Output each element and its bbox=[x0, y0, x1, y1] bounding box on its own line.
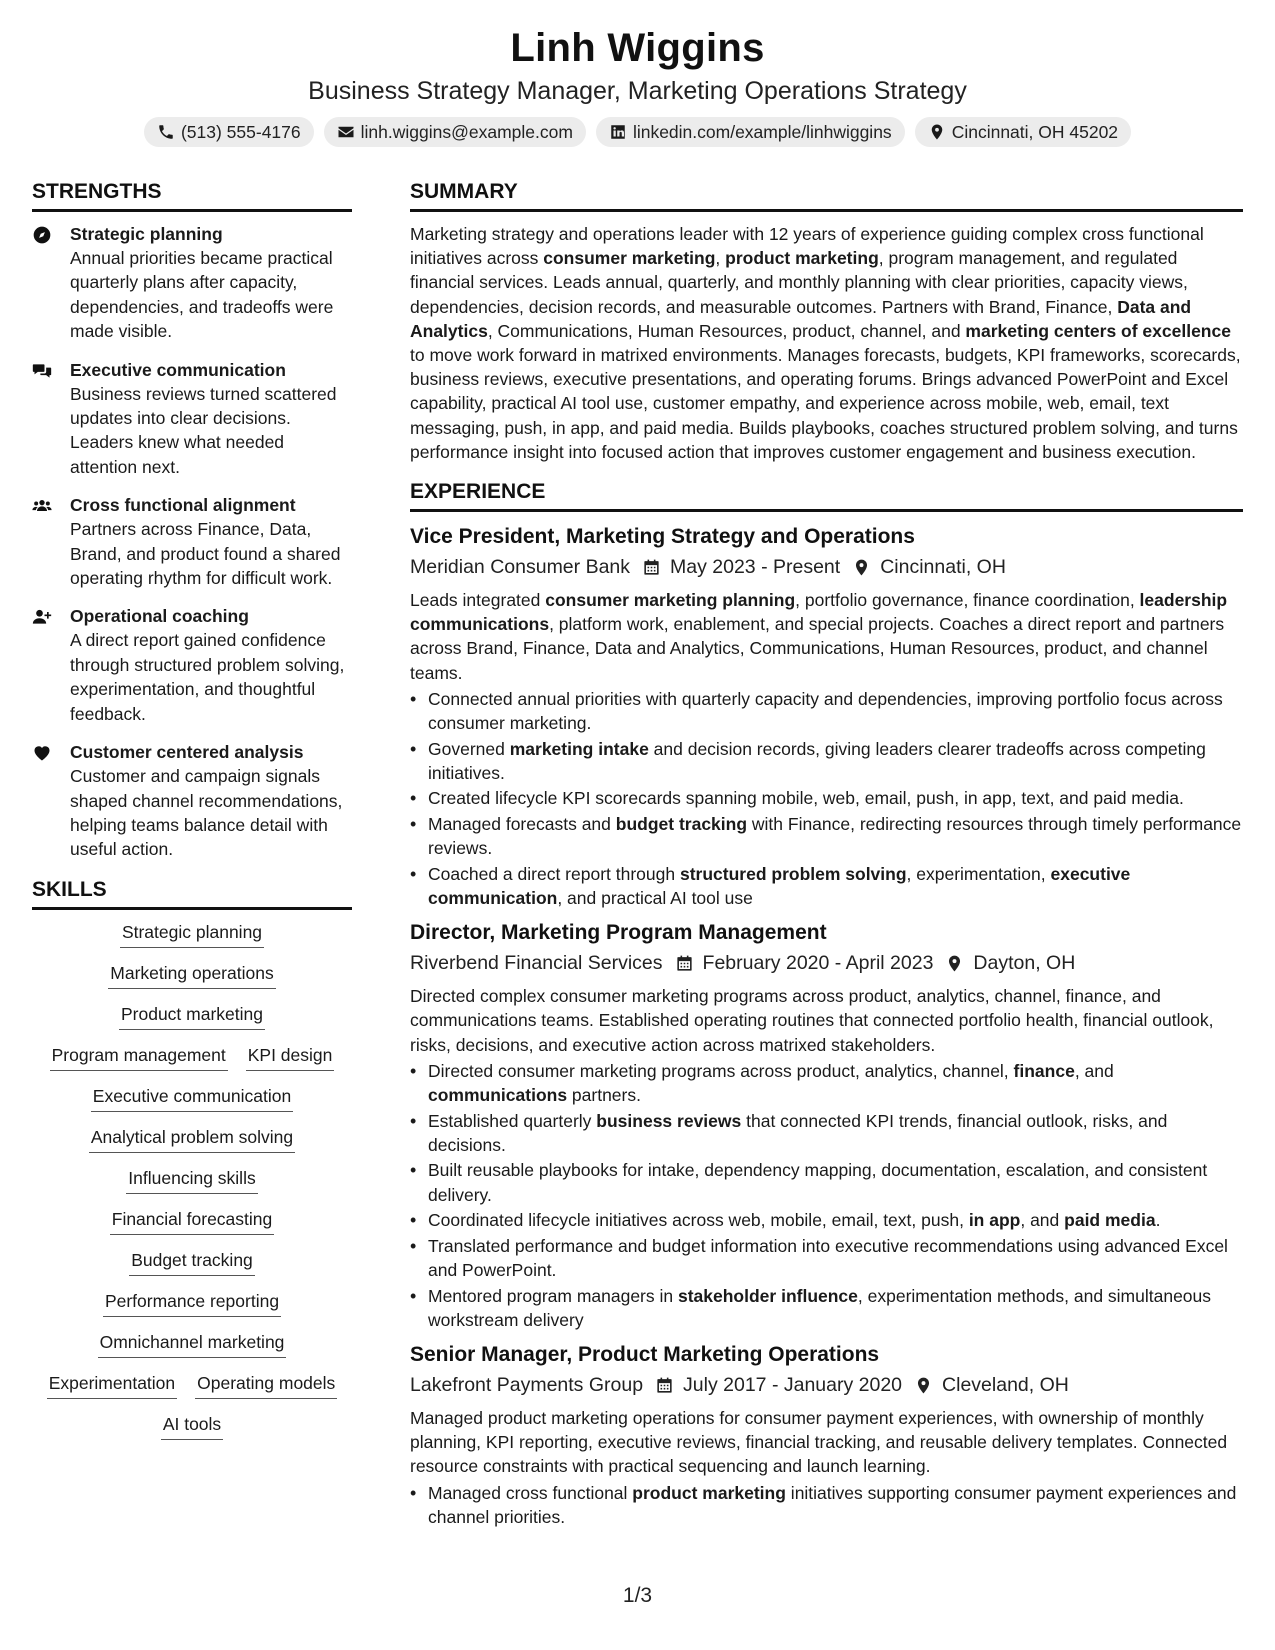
skill-row bbox=[32, 1125, 352, 1153]
strength-title: Strategic planning bbox=[70, 224, 223, 244]
experience-heading: EXPERIENCE bbox=[410, 478, 1243, 512]
skill-row bbox=[32, 1043, 352, 1071]
skill-tag: Budget tracking bbox=[129, 1248, 255, 1276]
job-title: Senior Manager, Product Marketing Operations bbox=[410, 1343, 880, 1367]
bullet-item bbox=[410, 737, 1243, 785]
text-run: Connected annual priorities with quarterly capacity and dependencies, improving portfolio focus across consumer marketing. bbox=[428, 688, 1223, 734]
bullet-item bbox=[410, 1158, 1243, 1206]
skill-tag: KPI design bbox=[246, 1043, 335, 1071]
chat-bubbles-icon bbox=[32, 361, 52, 381]
job-intro bbox=[410, 1406, 1243, 1479]
resume-header bbox=[0, 0, 1275, 147]
job-bullets bbox=[410, 687, 1243, 910]
left-column bbox=[32, 178, 352, 1537]
text-run: , and practical AI tool use bbox=[557, 888, 753, 909]
contact-phone-text: (513) 555-4176 bbox=[180, 122, 301, 142]
text-run: Managed cross functional bbox=[428, 1482, 633, 1503]
bold-phrase: in app bbox=[968, 1210, 1021, 1231]
job-meta bbox=[410, 552, 1243, 582]
bold-phrase: leadership communications bbox=[410, 590, 1228, 635]
skill-tag: Strategic planning bbox=[120, 920, 264, 948]
skill-tag: Influencing skills bbox=[126, 1166, 257, 1194]
text-run: Established quarterly bbox=[428, 1110, 597, 1131]
text-run: and decision records, giving leaders clearer tradeoffs across competing initiatives. bbox=[428, 738, 1206, 783]
map-pin-icon bbox=[928, 123, 946, 141]
bullet-item bbox=[410, 687, 1243, 735]
text-run: , experimentation methods, and simultaneous workstream delivery bbox=[428, 1285, 1212, 1330]
skill-row bbox=[32, 1207, 352, 1235]
bold-phrase: marketing centers of excellence bbox=[965, 320, 1231, 341]
users-icon bbox=[32, 496, 52, 516]
resume-body bbox=[32, 178, 1243, 1537]
candidate-headline: Business Strategy Manager, Marketing Operations Strategy bbox=[308, 77, 967, 105]
job-meta bbox=[410, 948, 1243, 978]
contact-linkedin[interactable] bbox=[596, 117, 905, 147]
strength-title: Operational coaching bbox=[70, 606, 249, 627]
experience-list bbox=[410, 522, 1243, 1529]
contact-linkedin-text: linkedin.com/example/linhwiggins bbox=[632, 122, 892, 142]
text-run: , platform work, enablement, and special projects. Coaches a direct report and partners across Brand, Finance, Data and Analytics, Communications, Human Resources, product, and channel teams. bbox=[410, 614, 1225, 683]
skill-tag: Omnichannel marketing bbox=[98, 1330, 287, 1358]
text-run: , bbox=[715, 248, 726, 269]
text-run: Coordinated lifecycle initiatives across web, mobile, email, text, push, bbox=[428, 1210, 969, 1231]
skill-row bbox=[32, 920, 352, 948]
job-intro bbox=[410, 588, 1243, 685]
skill-row bbox=[32, 1371, 352, 1399]
text-run: Coached a direct report through bbox=[428, 863, 680, 884]
skill-tag: Executive communication bbox=[91, 1084, 293, 1112]
bold-phrase: executive communication bbox=[428, 863, 1131, 909]
skill-tag: Analytical problem solving bbox=[89, 1125, 295, 1153]
text-run: Managed product marketing operations for consumer payment experiences, with ownership of monthly planning, KPI reporting, executive reviews, financial tracking, and reusable delivery templates. Connected resource constraints with practical sequencing and launch learning. bbox=[410, 1408, 1228, 1477]
skill-row bbox=[32, 1330, 352, 1358]
bullet-item bbox=[410, 786, 1243, 810]
text-run: . bbox=[1155, 1210, 1161, 1231]
job-dates: July 2017 - January 2020 bbox=[683, 1374, 903, 1397]
strengths-heading: STRENGTHS bbox=[32, 178, 352, 212]
bullet-item bbox=[410, 812, 1243, 860]
job-entry bbox=[410, 1340, 1243, 1529]
skill-tag: Experimentation bbox=[47, 1371, 177, 1399]
strength-title: Customer centered analysis bbox=[70, 742, 304, 763]
text-run: Governed bbox=[428, 738, 510, 759]
bullet-item bbox=[410, 862, 1243, 910]
text-run: Marketing strategy and operations leader with 12 years of experience guiding complex cross functional initiatives across bbox=[410, 224, 1204, 269]
skill-tag: Marketing operations bbox=[108, 961, 275, 989]
compass-icon bbox=[32, 225, 52, 245]
skill-tag: Program management bbox=[50, 1043, 228, 1071]
text-run: Built reusable playbooks for intake, dependency mapping, documentation, escalation, and consistent delivery. bbox=[428, 1160, 1208, 1205]
bullet-item bbox=[410, 1481, 1243, 1529]
job-company: Meridian Consumer Bank bbox=[410, 556, 631, 579]
text-run: Managed forecasts and bbox=[428, 814, 616, 835]
strength-item bbox=[32, 358, 352, 480]
strength-item bbox=[32, 740, 352, 862]
bold-phrase: consumer marketing planning bbox=[545, 590, 796, 611]
strength-desc: Customer and campaign signals shaped channel recommendations, helping teams balance detail with useful action. bbox=[70, 766, 343, 860]
strength-item bbox=[32, 493, 352, 590]
bold-phrase: Data and Analytics bbox=[410, 296, 1192, 341]
job-dates: May 2023 - Present bbox=[670, 556, 841, 579]
calendar-icon bbox=[642, 558, 661, 577]
bold-phrase: paid media bbox=[1064, 1210, 1156, 1231]
job-entry bbox=[410, 918, 1243, 1332]
text-run: , Communications, Human Resources, product, channel, and bbox=[487, 320, 966, 341]
text-run: initiatives supporting consumer payment experiences and channel priorities. bbox=[428, 1482, 1237, 1527]
job-dates: February 2020 - April 2023 bbox=[702, 952, 934, 975]
map-pin-icon bbox=[945, 954, 964, 973]
job-intro bbox=[410, 984, 1243, 1057]
strength-desc: A direct report gained confidence through structured problem solving, experimentation, and thoughtful feedback. bbox=[70, 630, 345, 724]
contact-email[interactable] bbox=[324, 117, 586, 147]
bold-phrase: communications bbox=[428, 1085, 568, 1106]
bullet-item bbox=[410, 1234, 1243, 1282]
contact-location bbox=[915, 117, 1131, 147]
heart-icon bbox=[32, 743, 52, 763]
job-location: Cleveland, OH bbox=[942, 1374, 1069, 1397]
bold-phrase: product marketing bbox=[725, 248, 879, 269]
text-run: Directed consumer marketing programs across product, analytics, channel, bbox=[428, 1060, 1014, 1081]
skill-row bbox=[32, 1166, 352, 1194]
skill-row bbox=[32, 961, 352, 989]
job-meta bbox=[410, 1370, 1243, 1400]
bold-phrase: marketing intake bbox=[509, 738, 649, 759]
job-title: Director, Marketing Program Management bbox=[410, 921, 827, 945]
text-run: , experimentation, bbox=[906, 863, 1051, 884]
calendar-icon bbox=[655, 1376, 674, 1395]
skill-row bbox=[32, 1248, 352, 1276]
bold-phrase: finance bbox=[1013, 1060, 1075, 1081]
bullet-item bbox=[410, 1059, 1243, 1107]
skill-row bbox=[32, 1002, 352, 1030]
contact-location-text: Cincinnati, OH 45202 bbox=[951, 122, 1119, 142]
summary-heading: SUMMARY bbox=[410, 178, 1243, 212]
text-run: Directed complex consumer marketing programs across product, analytics, channel, finance, and communications teams. Established operating routines that connected portfolio health, financial outlook, risks, decisions, and executive action across matrixed stakeholders. bbox=[410, 986, 1214, 1055]
text-run: , program management, and regulated financial services. Leads annual, quarterly, and monthly planning with clear priorities, capacity views, dependencies, decision records, and measurable outcomes. Partners with Brand, Finance, bbox=[410, 248, 1188, 317]
map-pin-icon bbox=[914, 1376, 933, 1395]
text-run: , and bbox=[1020, 1210, 1065, 1231]
skill-row bbox=[32, 1412, 352, 1440]
bullet-item bbox=[410, 1284, 1243, 1332]
job-entry bbox=[410, 522, 1243, 910]
bold-phrase: consumer marketing bbox=[543, 248, 716, 269]
skill-row bbox=[32, 1289, 352, 1317]
strength-item bbox=[32, 604, 352, 726]
candidate-name: Linh Wiggins bbox=[510, 26, 765, 70]
phone-icon bbox=[157, 123, 175, 141]
skill-tag: AI tools bbox=[161, 1412, 223, 1440]
strength-title: Executive communication bbox=[70, 359, 286, 380]
page-number: 1/3 bbox=[622, 1584, 653, 1607]
strength-desc: Business reviews turned scattered updates into clear decisions. Leaders knew what needed attention next. bbox=[70, 383, 337, 477]
linkedin-icon bbox=[609, 123, 627, 141]
skill-tag: Operating models bbox=[195, 1371, 337, 1399]
bold-phrase: business reviews bbox=[596, 1110, 742, 1131]
calendar-icon bbox=[675, 954, 694, 973]
strength-desc: Annual priorities became practical quarterly plans after capacity, dependencies, and tradeoffs were made visible. bbox=[70, 248, 334, 342]
skills-list bbox=[32, 920, 352, 1440]
bold-phrase: stakeholder influence bbox=[677, 1285, 858, 1306]
job-bullets bbox=[410, 1481, 1243, 1529]
user-plus-icon bbox=[32, 607, 52, 627]
job-company: Lakefront Payments Group bbox=[410, 1374, 644, 1397]
text-run: , portfolio governance, finance coordination, bbox=[795, 590, 1140, 611]
skill-tag: Product marketing bbox=[119, 1002, 265, 1030]
right-column bbox=[410, 178, 1243, 1537]
skill-tag: Performance reporting bbox=[103, 1289, 281, 1317]
bold-phrase: structured problem solving bbox=[679, 863, 907, 884]
contact-email-text: linh.wiggins@example.com bbox=[360, 122, 573, 142]
envelope-icon bbox=[337, 123, 355, 141]
text-run: Leads integrated bbox=[410, 590, 546, 611]
bold-phrase: budget tracking bbox=[615, 814, 748, 835]
bullet-item bbox=[410, 1109, 1243, 1157]
contact-phone[interactable] bbox=[144, 117, 314, 147]
summary-text bbox=[410, 222, 1243, 464]
job-title: Vice President, Marketing Strategy and Operations bbox=[410, 525, 915, 549]
text-run: partners. bbox=[567, 1085, 641, 1106]
bold-phrase: product marketing bbox=[632, 1482, 786, 1503]
skill-row bbox=[32, 1084, 352, 1112]
skill-tag: Financial forecasting bbox=[110, 1207, 275, 1235]
strength-item bbox=[32, 222, 352, 344]
job-location: Cincinnati, OH bbox=[880, 556, 1006, 579]
strength-desc: Partners across Finance, Data, Brand, and product found a shared operating rhythm for difficult work. bbox=[70, 519, 341, 589]
strength-title: Cross functional alignment bbox=[70, 495, 296, 516]
text-run: Translated performance and budget information into executive recommendations using advanced Excel and PowerPoint. bbox=[428, 1235, 1228, 1281]
map-pin-icon bbox=[852, 558, 871, 577]
job-location: Dayton, OH bbox=[973, 952, 1076, 975]
text-run: Mentored program managers in bbox=[428, 1285, 678, 1306]
text-run: Created lifecycle KPI scorecards spanning mobile, web, email, push, in app, text, and paid media. bbox=[428, 788, 1184, 809]
text-run: , and bbox=[1074, 1060, 1114, 1081]
job-company: Riverbend Financial Services bbox=[410, 952, 663, 975]
text-run: with Finance, redirecting resources through timely performance reviews. bbox=[428, 814, 1242, 859]
job-bullets bbox=[410, 1059, 1243, 1332]
bullet-item bbox=[410, 1208, 1243, 1232]
text-run: to move work forward in matrixed environments. Manages forecasts, budgets, KPI frameworks, scorecards, business reviews, executive presentations, and operating forums. Brings advanced PowerPoint and Excel capability, practical AI tool use, customer empathy, and experience across mobile, web, email, text messaging, push, in app, and paid media. Builds playbooks, coaches structured problem solving, and turns performance insight into focused action that improves customer engagement and business execution. bbox=[410, 345, 1241, 462]
contact-bar bbox=[0, 117, 1275, 147]
text-run: that connected KPI trends, financial outlook, risks, and decisions. bbox=[428, 1110, 1168, 1155]
skills-heading: SKILLS bbox=[32, 876, 352, 910]
